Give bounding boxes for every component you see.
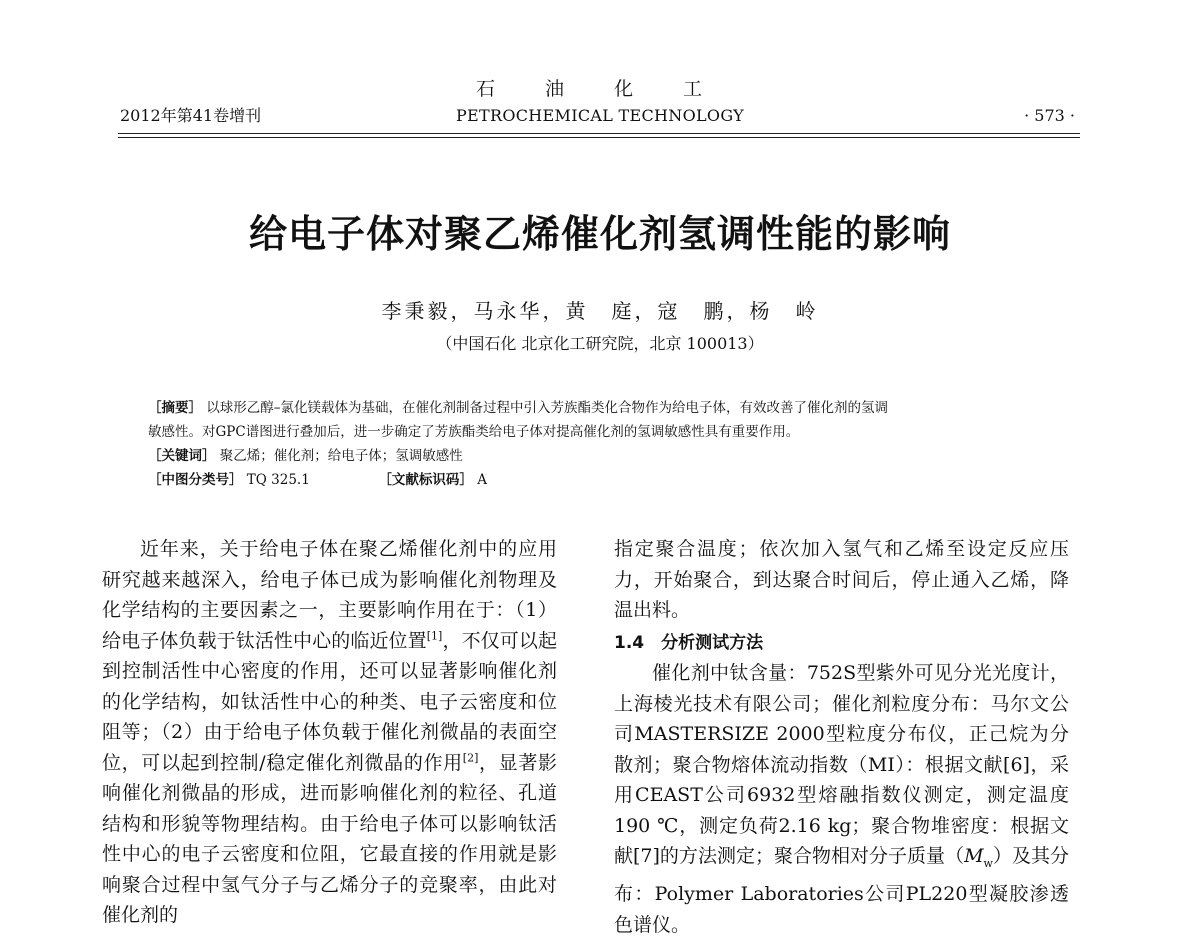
header-rule-top — [118, 133, 1080, 134]
abstract-label: ［摘要］ — [148, 400, 202, 416]
class-value: TQ 325.1 — [246, 472, 310, 488]
doc-code-label: ［文献标识码］ — [378, 472, 473, 488]
authors: 李秉毅，马永华，黄 庭，寇 鹏，杨 岭 — [381, 299, 819, 323]
abstract — [148, 396, 1068, 492]
section-heading: 1.4 分析测试方法 — [614, 632, 764, 653]
polymerization-paragraph: 指定聚合温度；依次加入氢气和乙烯至设定反应压力，开始聚合，到达聚合时间后，停止通入乙烯，降温出料。 — [614, 538, 1069, 621]
abstract-text-1: 以球形乙醇–氯化镁载体为基础，在催化剂制备过程中引入芳族酯类化合物作为给电子体，有效改善了催化剂的氢调 — [206, 400, 889, 416]
intro-text-c: ，显著影响催化剂微晶的形成，进而影响催化剂的粒径、孔道结构和形貌等物理结构。由于给电子体可以影响钛活性中心的电子云密度和位阻，它最直接的作用就是影响聚合过程中氢气分子与乙烯分子的竞聚率，由此对催化剂的 — [102, 751, 557, 926]
journal-name-en: PETROCHEMICAL TECHNOLOGY — [455, 106, 745, 125]
keywords: 聚乙烯；催化剂；给电子体；氢调敏感性 — [219, 448, 463, 464]
mw-symbol: M — [964, 845, 984, 867]
abstract-text-2: 敏感性。对GPC谱图进行叠加后，进一步确定了芳族酯类给电子体对提高催化剂的氢调敏感性具有重要作用。 — [148, 424, 800, 440]
citation-ref-1: [1] — [426, 629, 443, 643]
keywords-line — [148, 444, 1068, 468]
mw-subscript: w — [983, 856, 993, 870]
intro-paragraph — [102, 534, 557, 931]
abstract-line-1 — [148, 396, 1068, 420]
page-number: · 573 · — [1024, 106, 1075, 125]
keywords-label: ［关键词］ — [148, 448, 216, 464]
class-label: ［中图分类号］ — [148, 472, 243, 488]
abstract-line-2 — [148, 420, 1068, 444]
analysis-text-a: 催化剂中钛含量：752S型紫外可见分光光度计，上海棱光技术有限公司；催化剂粒度分布：马尔文公司MASTERSIZE 2000型粒度分布仪，正己烷为分散剂；聚合物熔体流动指数（MI）：根据文献[6]，采用CEAST公司6932型熔融指数仪测定，测定温度190 ℃，测定负荷2.16 kg；聚合物堆密度：根据文献[7]的方法测定；聚合物相对分子质量（ — [614, 662, 1069, 867]
header-rule-bottom — [118, 137, 1080, 138]
article-title: 给电子体对聚乙烯催化剂氢调性能的影响 — [248, 212, 951, 256]
left-column — [102, 534, 557, 931]
classification-line — [148, 468, 1068, 492]
journal-name-cn: 石 油 化 工 — [475, 78, 725, 100]
citation-ref-2: [2] — [462, 751, 479, 765]
right-column — [614, 534, 1069, 940]
intro-text-b: ，不仅可以起到控制活性中心密度的作用，还可以显著影响催化剂的化学结构，如钛活性中心的种类、电子云密度和位阻等；（2）由于给电子体负载于催化剂微晶的表面空位，可以起到控制/稳定催化剂微晶的作用 — [102, 629, 557, 774]
doc-code-value: A — [477, 472, 487, 488]
intro-text-a: 近年来，关于给电子体在聚乙烯催化剂中的应用研究越来越深入，给电子体已成为影响催化剂物理及化学结构的主要因素之一，主要影响作用在于：（1）给电子体负载于钛活性中心的临近位置 — [102, 538, 557, 652]
analysis-text-b: ）及其分布：Polymer Laboratories公司PL220型凝胶渗透色谱仪。 — [614, 845, 1069, 936]
affiliation: （中国石化 北京化工研究院，北京 100013） — [436, 334, 764, 353]
analysis-paragraph — [614, 658, 1069, 940]
issue-label: 2012年第41卷增刊 — [120, 106, 262, 125]
